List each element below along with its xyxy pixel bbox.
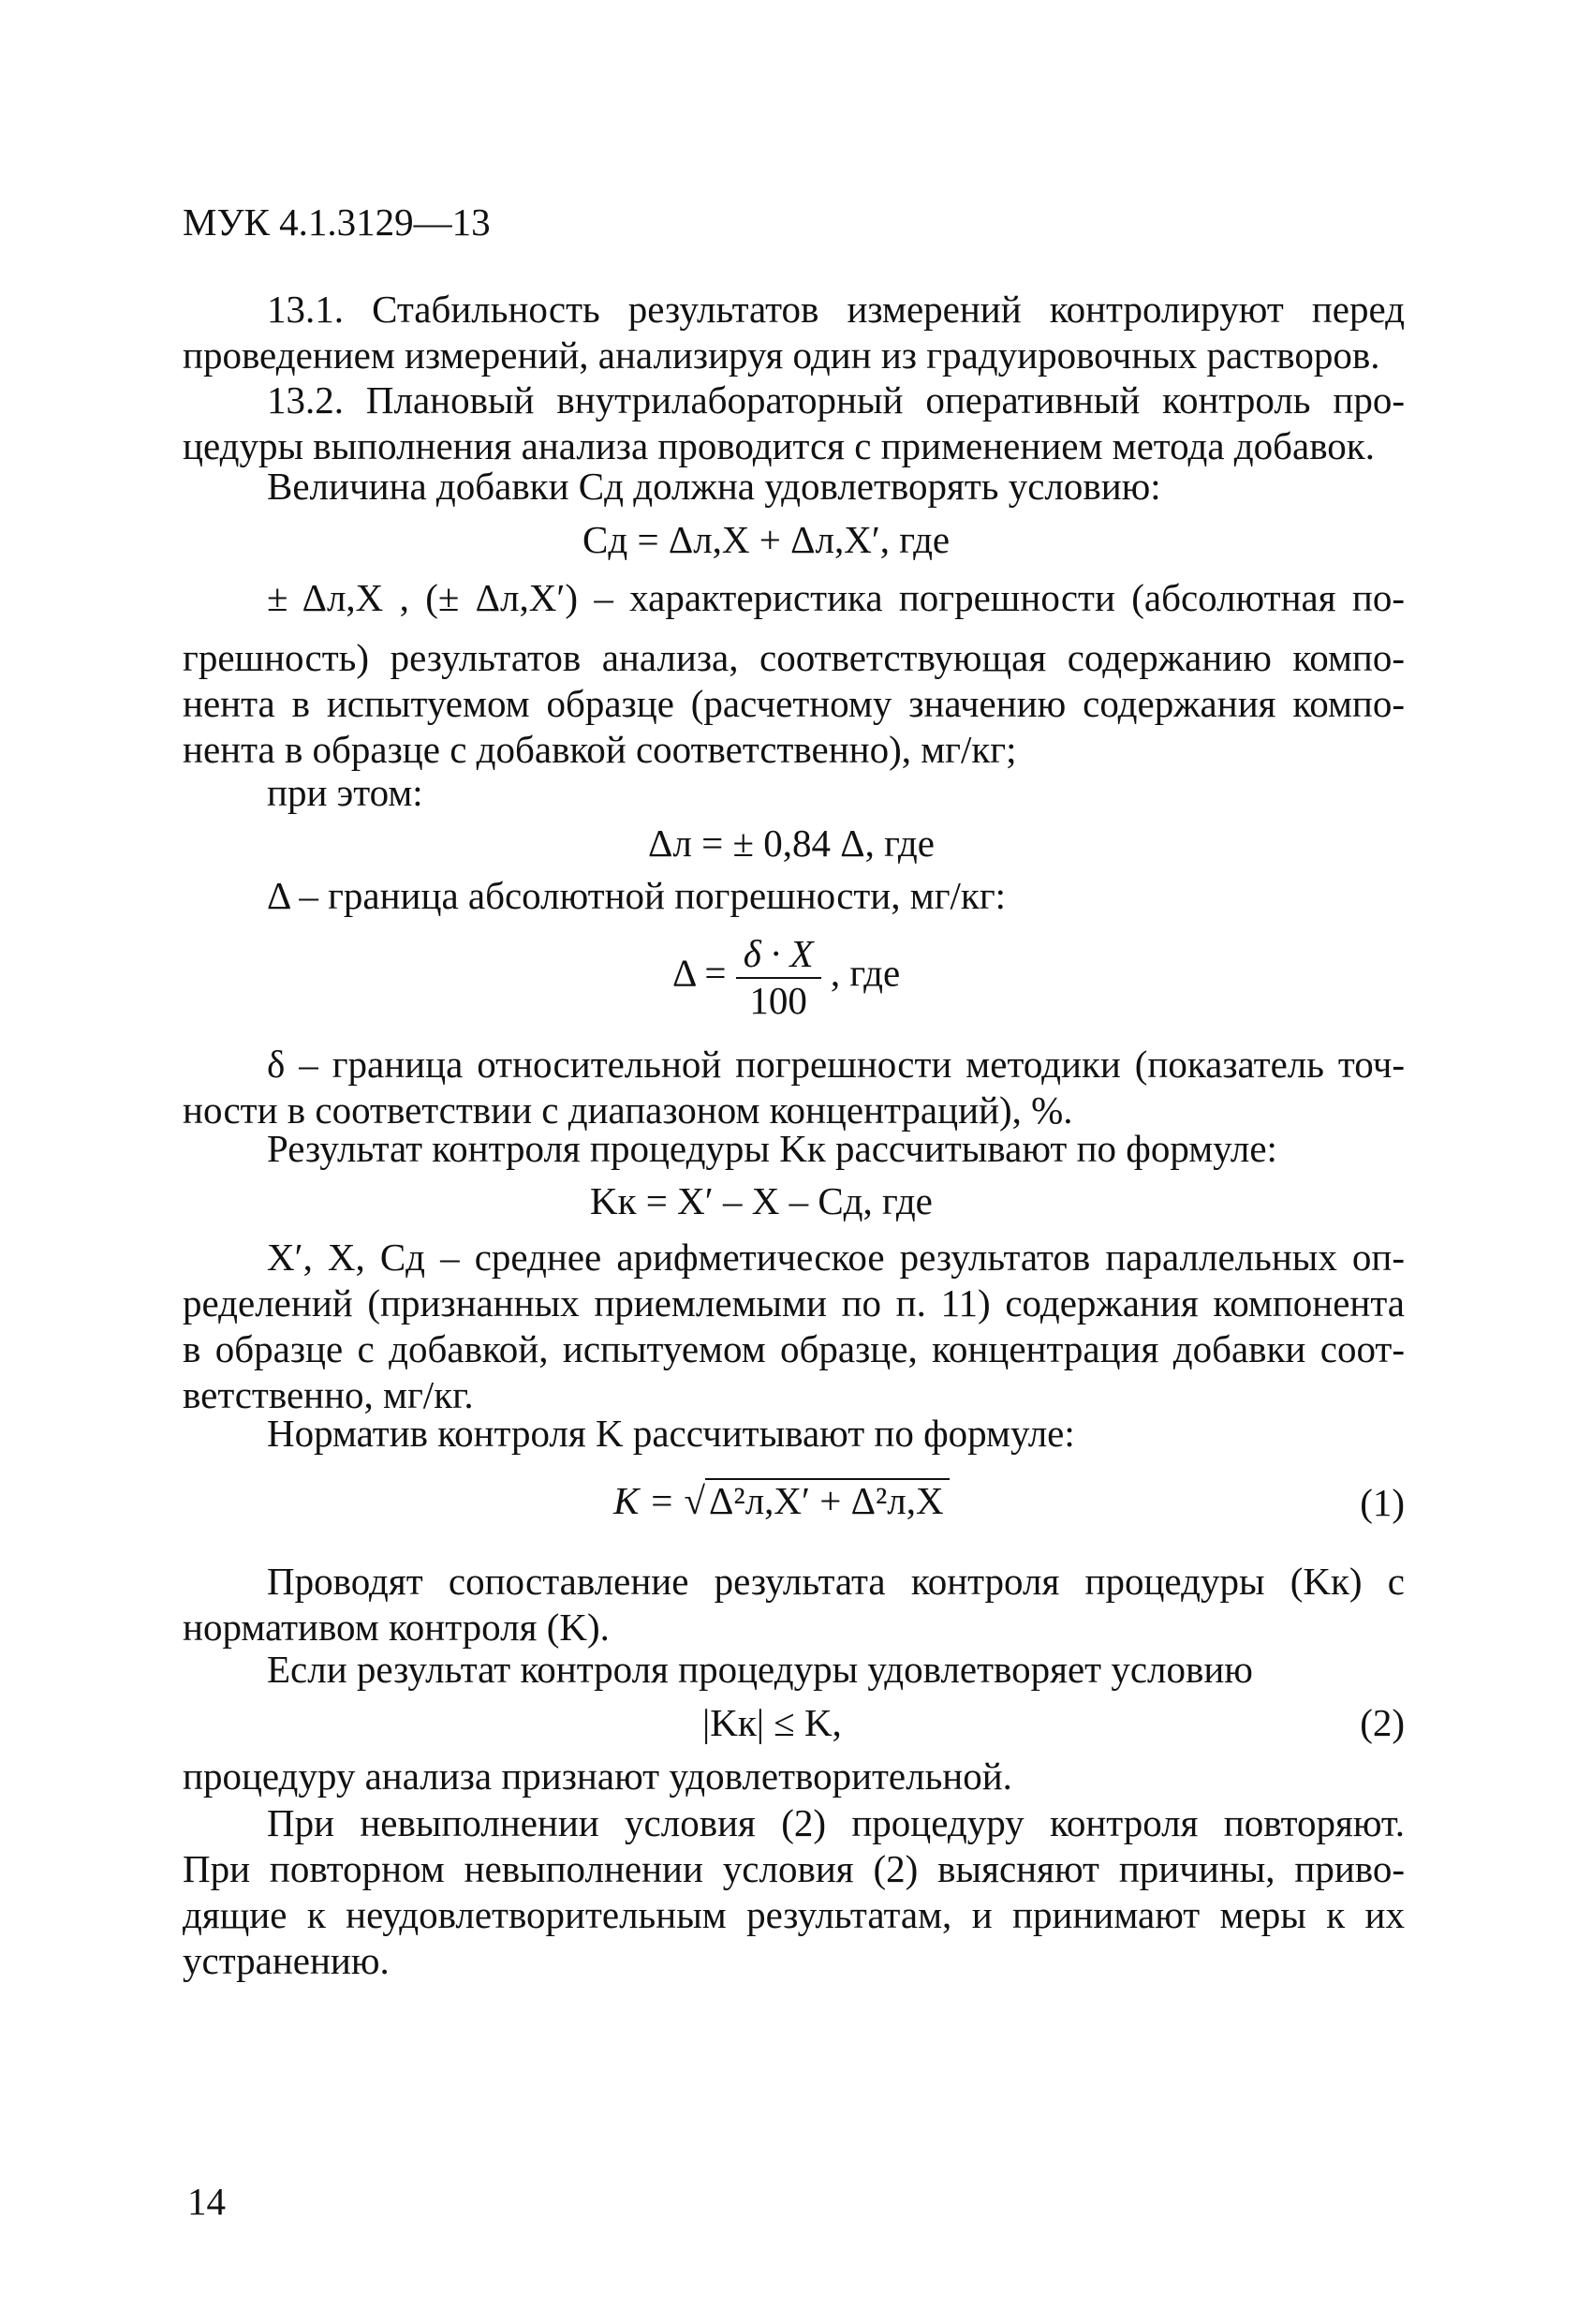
paragraph-line: При невыполнении условия (2) процедуру контроля повторяют. [267, 1801, 1405, 1844]
sqrt-sign: √ [684, 1479, 706, 1522]
formula-delta-fraction [672, 932, 900, 1022]
paragraph-line: проведением измерений, анализируя один из градуировочных растворов. [183, 333, 1380, 377]
norm-k-text: Норматив контроля K рассчитывают по формуле: [267, 1412, 1075, 1455]
paragraph-additive [183, 464, 1405, 510]
paragraph-line: ± Δл,X , (± Δл,X′) – характеристика погрешности (абсолютная по- [267, 576, 1405, 619]
paragraph-condition-intro [183, 1647, 1405, 1693]
paragraph-line: Проводят сопоставление результата контроля процедуры (Kк) с [267, 1560, 1405, 1603]
paragraph-line: дящие к неудовлетворительным результатам, и принимают меры к их [183, 1893, 1405, 1936]
paragraph-delta-desc-cont [183, 635, 1405, 773]
page-number: 14 [187, 2180, 226, 2223]
paragraph-norm-k [183, 1411, 1405, 1457]
paragraph-line: ности в соответствии с диапазоном концентраций), %. [183, 1088, 1073, 1132]
paragraph-line: ветственно, мг/кг. [183, 1373, 474, 1416]
pri-etom-text: при этом: [267, 771, 423, 814]
result-kk-text: Результат контроля процедуры Kк рассчитывают по формуле: [267, 1127, 1277, 1170]
fraction [736, 932, 821, 1022]
equation-number-2: (2) [1360, 1701, 1405, 1744]
formula-cd: Cд = Δл,X + Δл,X′, где [582, 518, 951, 561]
satisfactory-text: процедуру анализа признают удовлетворительной. [183, 1754, 1012, 1798]
paragraph-vars-desc [183, 1235, 1405, 1418]
paragraph-delta-def [183, 873, 1405, 919]
formula-tail: , где [830, 951, 901, 995]
formula-lhs: K = [613, 1479, 675, 1522]
paragraph-line: ределений (признанных приемлемыми по п. 11) содержания компонента [183, 1281, 1405, 1325]
paragraph-satisfactory [183, 1754, 1405, 1799]
paragraph-line: X′, X, Cд – среднее арифметическое результатов параллельных оп- [267, 1236, 1405, 1279]
paragraph-result-kk [183, 1126, 1405, 1172]
equation-number-1: (1) [1360, 1481, 1405, 1524]
paragraph-repeat [183, 1800, 1405, 1984]
paragraph-line: грешность) результатов анализа, соответствующая содержанию компо- [183, 636, 1405, 679]
additive-text: Величина добавки Cд должна удовлетворять условию: [267, 465, 1161, 508]
formula-delta-l: Δл = ± 0,84 Δ, где [648, 822, 935, 865]
paragraph-delta-desc [183, 575, 1405, 621]
paragraph-line: δ – граница относительной погрешности методики (показатель точ- [267, 1043, 1405, 1086]
fraction-numerator: δ · X [736, 932, 821, 979]
paragraph-13-1 [183, 287, 1405, 378]
sqrt-radicand: Δ²л,X′ + Δ²л,X [705, 1478, 950, 1521]
paragraph-line: устранению. [183, 1939, 390, 1982]
paragraph-line: цедуры выполнения анализа проводится с применением метода добавок. [183, 424, 1375, 467]
paragraph-line: При повторном невыполнении условия (2) выясняют причины, приво- [183, 1847, 1405, 1890]
fraction-denominator: 100 [749, 979, 807, 1022]
paragraph-pri-etom [183, 770, 1405, 816]
condition-intro-text: Если результат контроля процедуры удовлетворяет условию [267, 1648, 1253, 1691]
document-code: МУК 4.1.3129—13 [183, 200, 491, 244]
formula-kk: Kк = X′ – X – Cд, где [590, 1179, 933, 1222]
formula-lhs: Δ = [672, 951, 727, 995]
paragraph-delta-rel [183, 1042, 1405, 1133]
paragraph-line: нента в испытуемом образце (расчетному значению содержания компо- [183, 682, 1405, 725]
paragraph-13-2 [183, 377, 1405, 469]
paragraph-line: 13.2. Плановый внутрилабораторный оперативный контроль про- [267, 378, 1405, 422]
delta-def-text: Δ – граница абсолютной погрешности, мг/кг: [267, 874, 1007, 917]
paragraph-line: нормативом контроля (K). [183, 1606, 610, 1649]
paragraph-compare [183, 1559, 1405, 1650]
paragraph-line: нента в образце с добавкой соответственно), мг/кг; [183, 728, 1017, 771]
formula-k-sqrt [613, 1478, 950, 1524]
formula-condition: |Kк| ≤ K, [702, 1701, 842, 1744]
paragraph-line: в образце с добавкой, испытуемом образце, концентрация добавки соот- [183, 1327, 1405, 1370]
paragraph-line: 13.1. Стабильность результатов измерений контролируют перед [267, 288, 1405, 331]
